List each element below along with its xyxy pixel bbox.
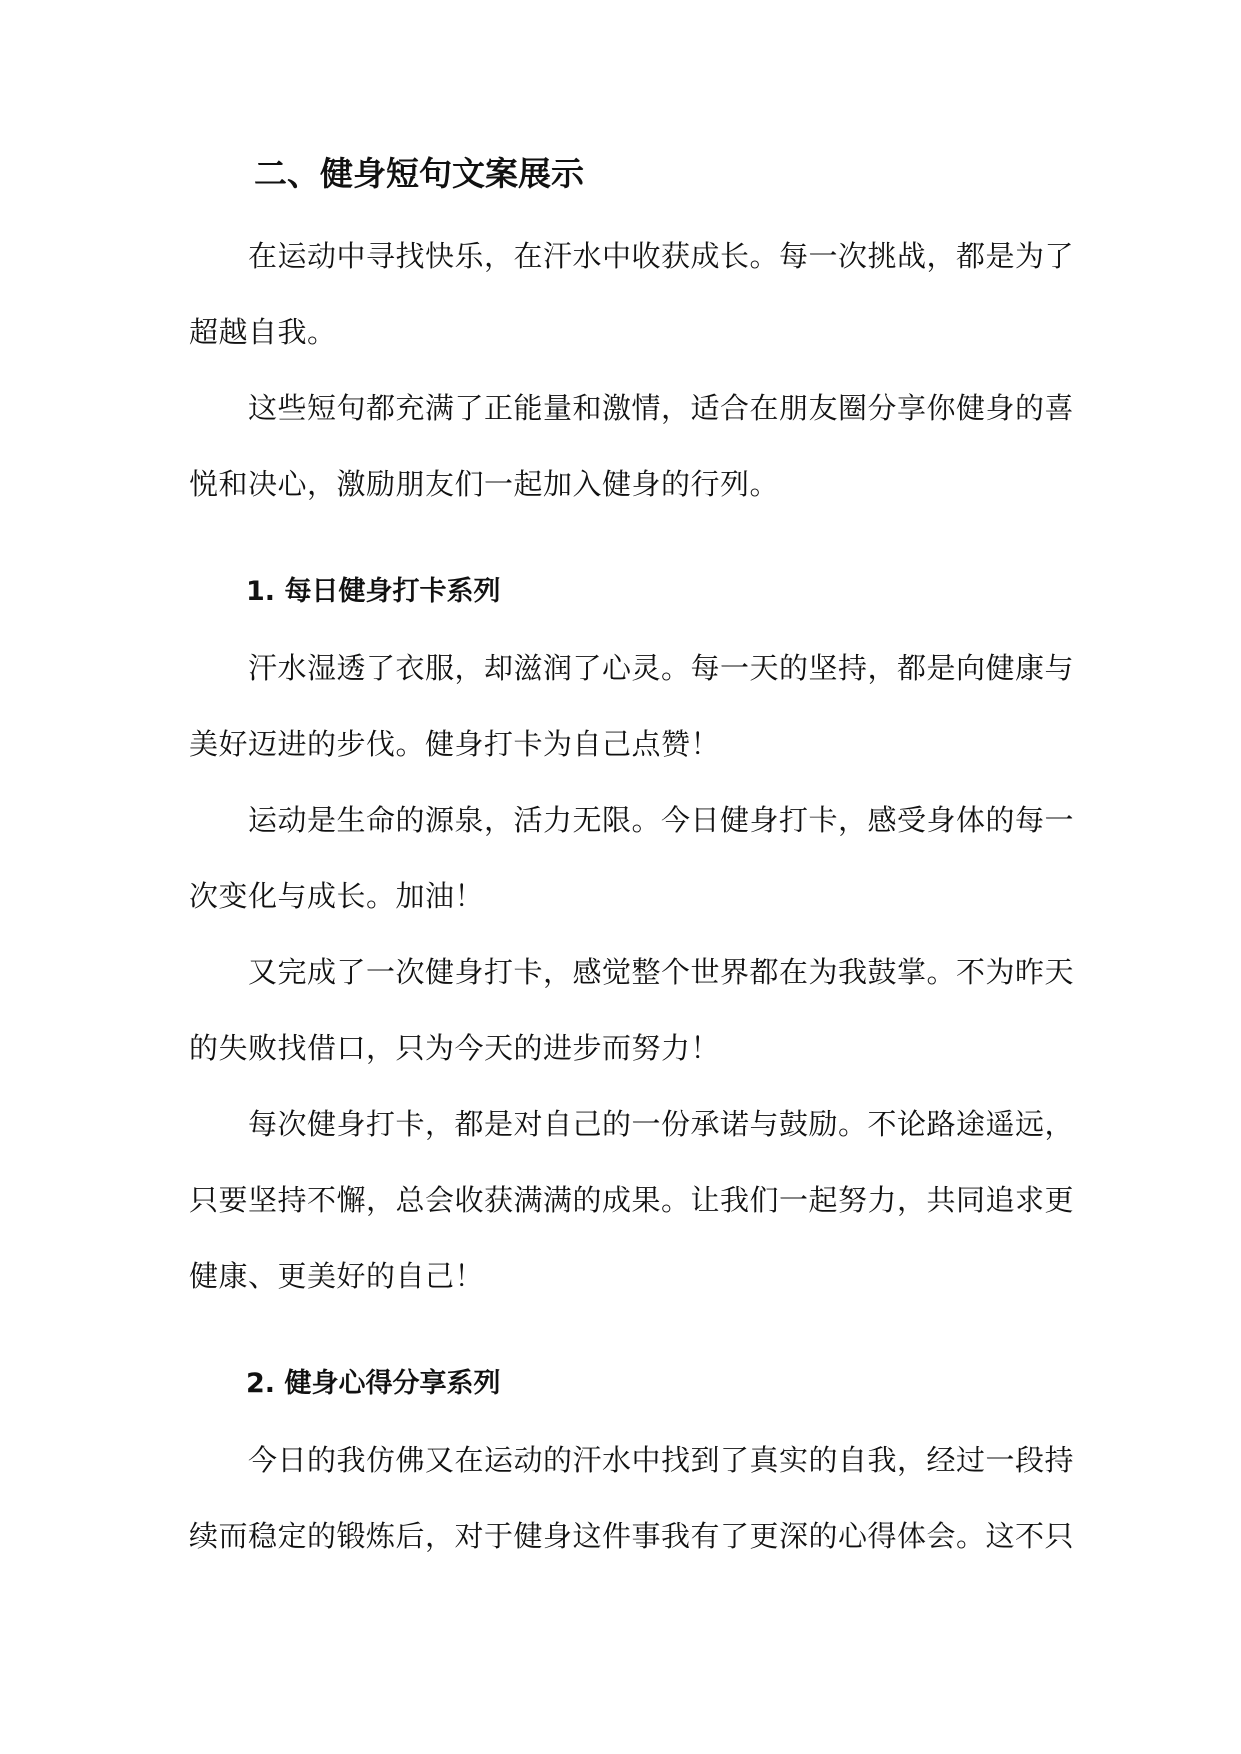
s1-p4-line3: 健康、更美好的自己！ xyxy=(189,1259,485,1293)
intro-p1-line1: 在运动中寻找快乐，在汗水中收获成长。每一次挑战，都是为了 xyxy=(248,239,1075,273)
section1-title: 1. 每日健身打卡系列 xyxy=(246,576,501,607)
s1-p2-line2: 次变化与成长。加油！ xyxy=(189,879,485,913)
s2-p1-line2: 续而稳定的锻炼后，对于健身这件事我有了更深的心得体会。这不只 xyxy=(189,1519,1075,1553)
section-heading: 二、健身短句文案展示 xyxy=(254,154,584,193)
s1-p1-line2: 美好迈进的步伐。健身打卡为自己点赞！ xyxy=(189,727,721,761)
section2-title: 2. 健身心得分享系列 xyxy=(246,1368,501,1399)
intro-p1-line2: 超越自我。 xyxy=(189,315,337,349)
s1-p1-line1: 汗水湿透了衣服，却滋润了心灵。每一天的坚持，都是向健康与 xyxy=(248,651,1075,685)
s1-p4-line2: 只要坚持不懈，总会收获满满的成果。让我们一起努力，共同追求更 xyxy=(189,1183,1075,1217)
s1-p3-line2: 的失败找借口，只为今天的进步而努力！ xyxy=(189,1031,721,1065)
s1-p4-line1: 每次健身打卡，都是对自己的一份承诺与鼓励。不论路途遥远， xyxy=(248,1107,1075,1141)
s1-p2-line1: 运动是生命的源泉，活力无限。今日健身打卡，感受身体的每一 xyxy=(248,803,1075,837)
intro-p2-line2: 悦和决心，激励朋友们一起加入健身的行列。 xyxy=(189,467,780,501)
intro-p2-line1: 这些短句都充满了正能量和激情，适合在朋友圈分享你健身的喜 xyxy=(248,391,1075,425)
s1-p3-line1: 又完成了一次健身打卡，感觉整个世界都在为我鼓掌。不为昨天 xyxy=(248,955,1075,989)
s2-p1-line1: 今日的我仿佛又在运动的汗水中找到了真实的自我，经过一段持 xyxy=(248,1443,1075,1477)
